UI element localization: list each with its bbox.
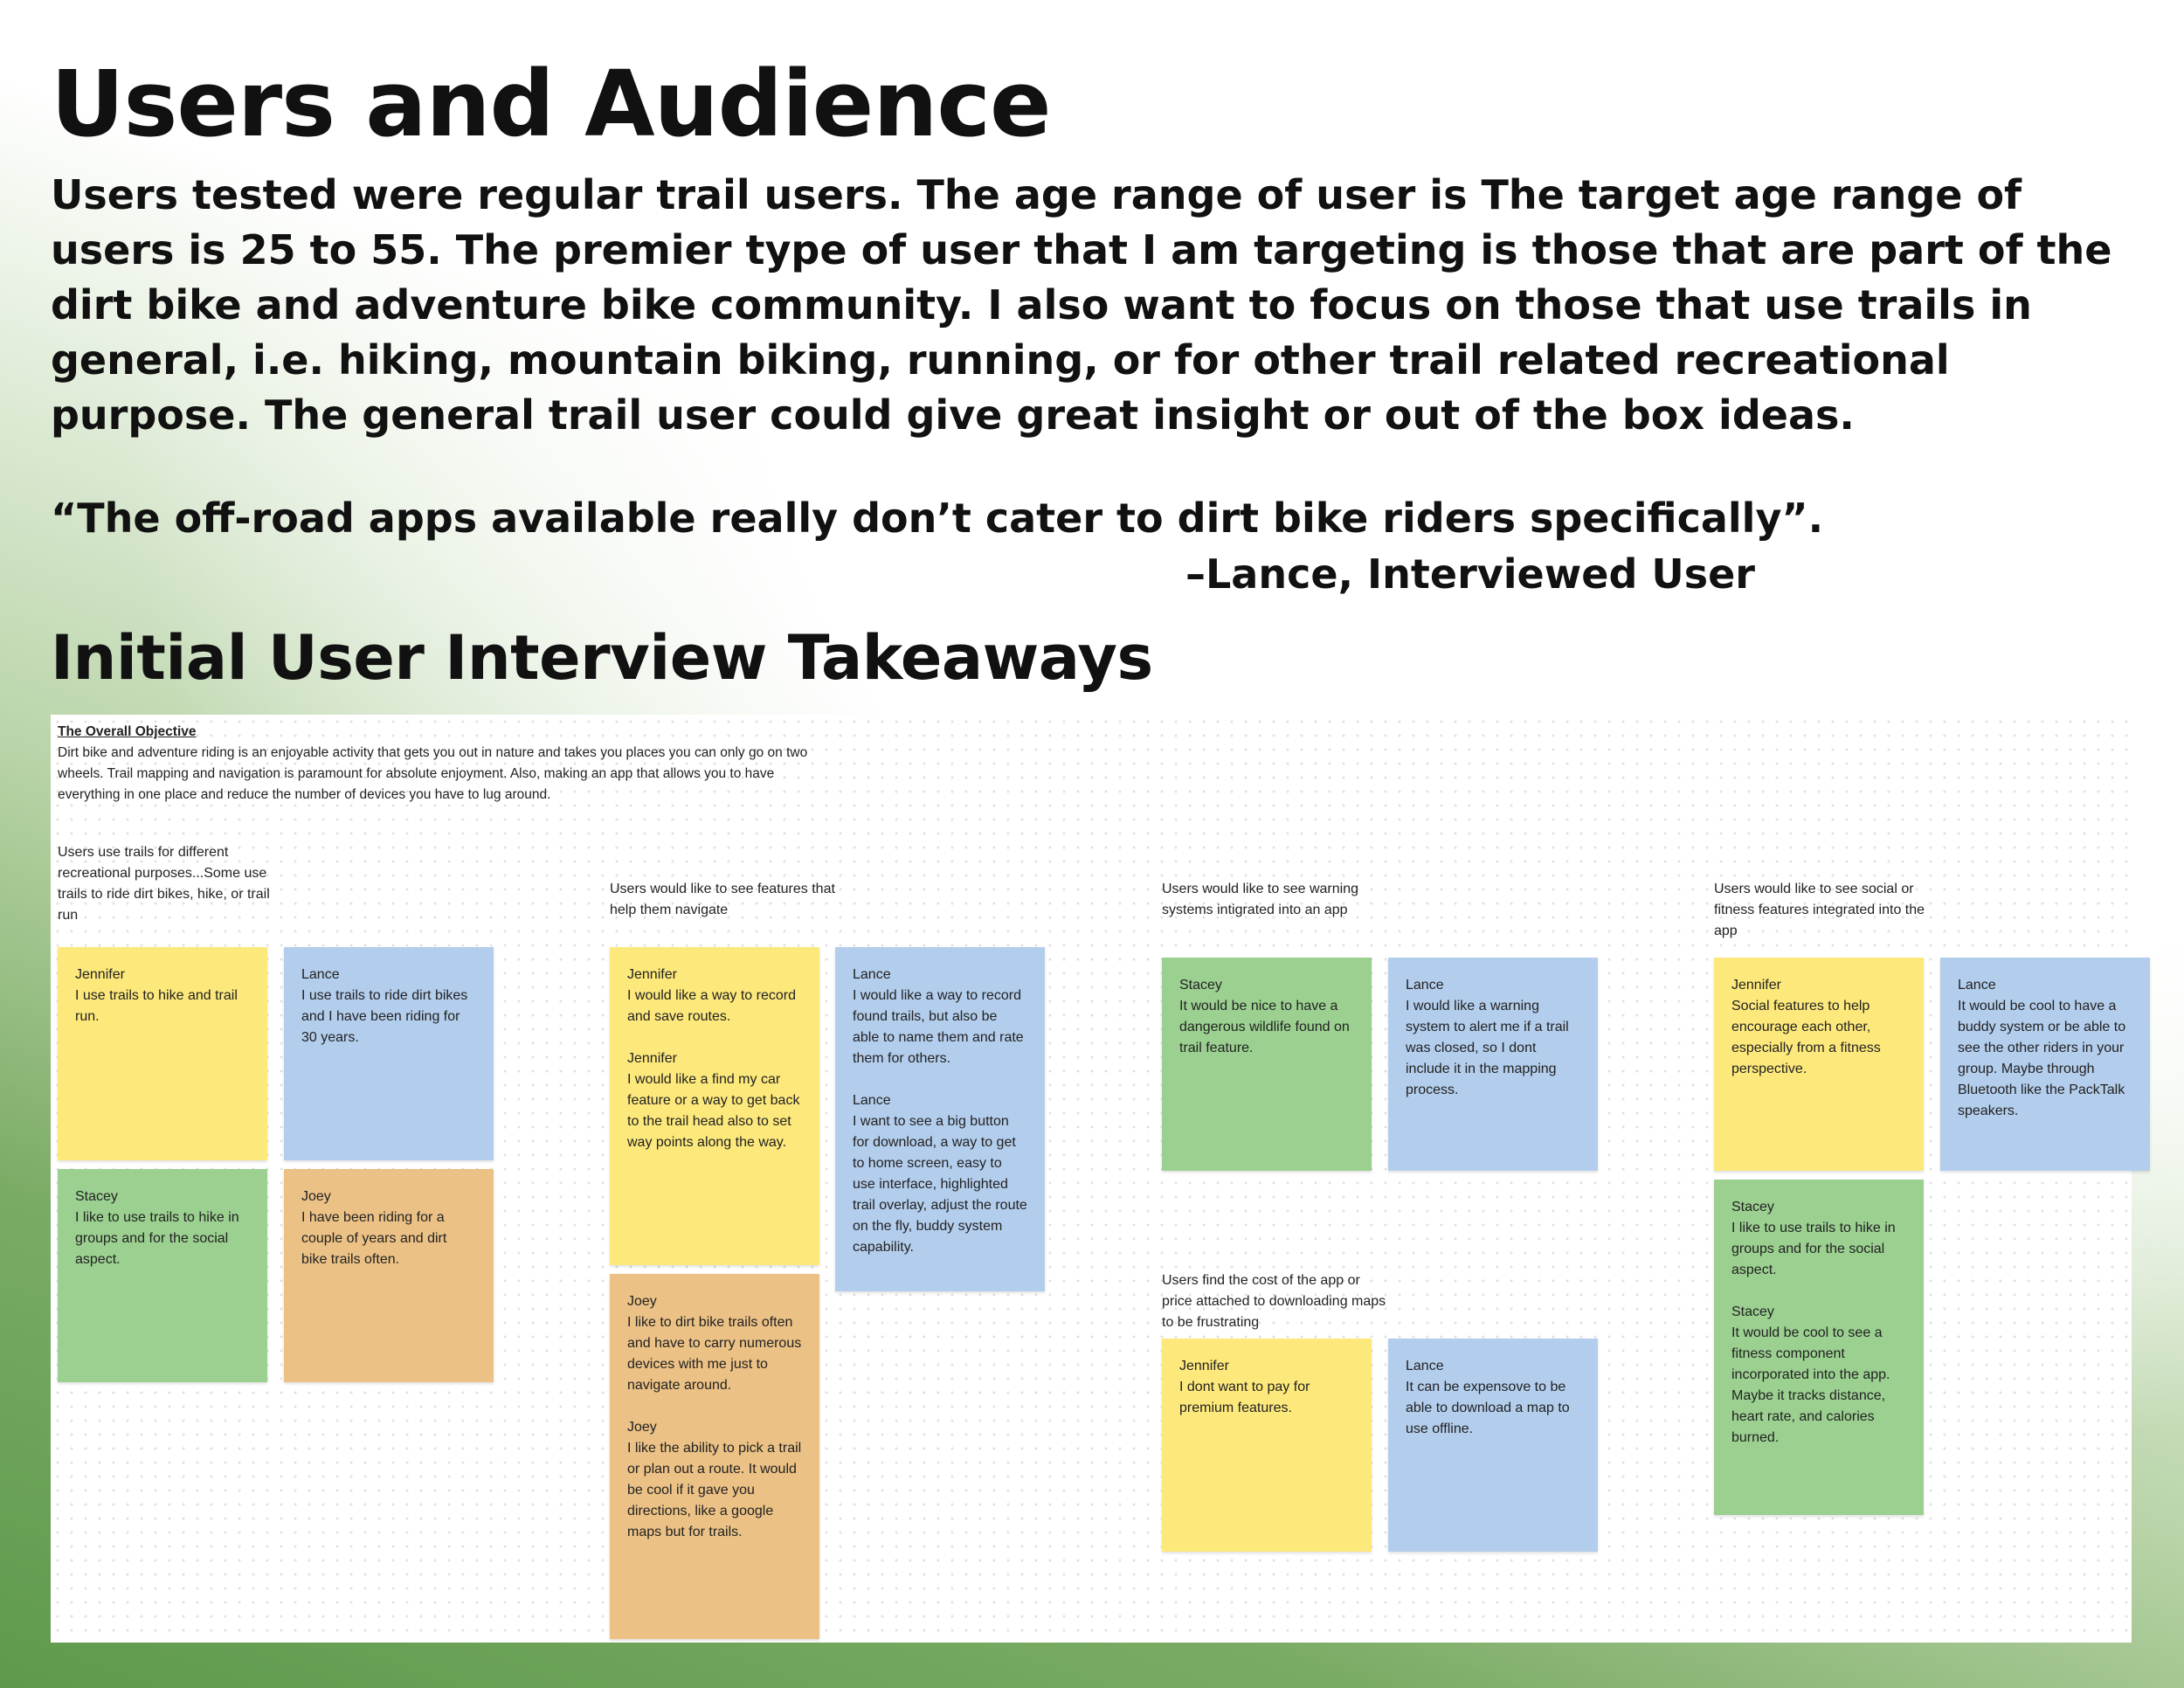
note-text: I use trails to hike and trail run. bbox=[75, 988, 238, 1024]
affinity-board bbox=[51, 715, 2132, 1643]
overall-objective bbox=[58, 722, 826, 806]
note-author: Lance bbox=[1406, 978, 1444, 993]
sticky-note bbox=[1714, 958, 1924, 1171]
note-author: Stacey bbox=[1179, 978, 1222, 993]
objective-title: The Overall Objective bbox=[58, 724, 197, 739]
sticky-note bbox=[284, 1169, 494, 1382]
sticky-note bbox=[610, 1274, 819, 1639]
note-author: Jennifer bbox=[75, 967, 125, 982]
quote-attribution: –Lance, Interviewed User bbox=[1185, 550, 1755, 598]
note-author: Lance bbox=[1958, 978, 1996, 993]
note-author: Lance bbox=[853, 1093, 891, 1108]
note-author: Jennifer bbox=[1179, 1359, 1229, 1373]
sticky-note bbox=[1162, 958, 1372, 1171]
cluster-label-recreation: Users use trails for different recreational purposes...Some use trails to ride dirt bikes, hike, or trail run bbox=[58, 845, 270, 923]
sticky-note bbox=[835, 947, 1045, 1291]
note-author: Jennifer bbox=[1731, 978, 1781, 993]
objective-text: Dirt bike and adventure riding is an enjoyable activity that gets you out in nature and takes you places you can only go on two wheels. Trail mapping and navigation is paramount for absolute enjoyment. Also, making an app that allows you to have everything in one place and reduce the number of devices you have to lug around. bbox=[58, 745, 808, 802]
note-text: It would be nice to have a dangerous wildlife found on trail feature. bbox=[1179, 999, 1350, 1055]
note-text: I would like a way to record found trails, but also be able to name them and rate them for others. bbox=[853, 988, 1024, 1066]
section-title: Initial User Interview Takeaways bbox=[51, 622, 1153, 694]
cluster-label-cost: Users find the cost of the app or price attached to downloading maps to be frustrating bbox=[1162, 1273, 1386, 1330]
sticky-note bbox=[284, 947, 494, 1160]
note-author: Lance bbox=[301, 967, 340, 982]
note-text: It would be cool to have a buddy system or be able to see the other riders in your group. Maybe through Bluetooth like the PackTalk speakers. bbox=[1958, 999, 2126, 1118]
note-author: Stacey bbox=[1731, 1200, 1774, 1214]
note-text: It would be cool to see a fitness component incorporated into the app. Maybe it tracks distance, heart rate, and calories burned. bbox=[1731, 1325, 1890, 1445]
note-author: Joey bbox=[301, 1189, 331, 1204]
note-text: I have been riding for a couple of years and dirt bike trails often. bbox=[301, 1210, 447, 1267]
sticky-note bbox=[1162, 1339, 1372, 1552]
note-author: Stacey bbox=[75, 1189, 118, 1204]
note-text: Social features to help encourage each other, especially from a fitness perspective. bbox=[1731, 999, 1881, 1076]
note-text: I like the ability to pick a trail or plan out a route. It would be cool if it gave you directions, like a google maps but for trails. bbox=[627, 1441, 802, 1539]
note-text: I want to see a big button for download, a way to get to home screen, easy to use interface, highlighted trail overlay, adjust the route on the fly, buddy system capability. bbox=[853, 1114, 1027, 1255]
sticky-note bbox=[1940, 958, 2150, 1171]
note-text: I would like a warning system to alert me if a trail was closed, so I dont include it in the mapping process. bbox=[1406, 999, 1569, 1097]
note-text: I dont want to pay for premium features. bbox=[1179, 1380, 1310, 1415]
sticky-note bbox=[58, 1169, 267, 1382]
note-text: I like to use trails to hike in groups and for the social aspect. bbox=[1731, 1221, 1896, 1277]
cluster-label-social: Users would like to see social or fitness features integrated into the app bbox=[1714, 882, 1925, 938]
sticky-note bbox=[1388, 958, 1598, 1171]
note-text: I would like a way to record and save routes. bbox=[627, 988, 796, 1024]
note-author: Jennifer bbox=[627, 1051, 677, 1066]
note-text: It can be expensove to be able to download a map to use offline. bbox=[1406, 1380, 1570, 1436]
note-author: Joey bbox=[627, 1420, 657, 1435]
sticky-note bbox=[610, 947, 819, 1265]
note-author: Lance bbox=[853, 967, 891, 982]
sticky-note bbox=[58, 947, 267, 1160]
note-text: I would like a find my car feature or a way to get back to the trail head also to set way points along the way. bbox=[627, 1072, 800, 1150]
note-author: Joey bbox=[627, 1294, 657, 1309]
note-text: I like to dirt bike trails often and have to carry numerous devices with me just to navigate around. bbox=[627, 1315, 802, 1393]
note-text: I like to use trails to hike in groups and for the social aspect. bbox=[75, 1210, 239, 1267]
page-title: Users and Audience bbox=[51, 51, 1051, 157]
note-author: Jennifer bbox=[627, 967, 677, 982]
sticky-note bbox=[1388, 1339, 1598, 1552]
sticky-note bbox=[1714, 1180, 1924, 1515]
note-author: Lance bbox=[1406, 1359, 1444, 1373]
note-author: Stacey bbox=[1731, 1304, 1774, 1319]
note-text: I use trails to ride dirt bikes and I have been riding for 30 years. bbox=[301, 988, 468, 1045]
intro-paragraph: Users tested were regular trail users. The age range of user is The target age range of users is 25 to 55. The premier type of user that I am targeting is those that are part of the dirt bike and adventure bike community. I also want to focus on those that use trails in general, i.e. hiking, mountain biking, running, or for other trail related recreational purpose. The general trail user could give great insight or out of the box ideas. bbox=[51, 171, 2112, 439]
cluster-label-warning: Users would like to see warning systems intigrated into an app bbox=[1162, 882, 1358, 917]
user-quote: “The off-road apps available really don’t cater to dirt bike riders specifically”. bbox=[51, 495, 1824, 542]
cluster-label-navigation: Users would like to see features that help them navigate bbox=[610, 882, 835, 917]
